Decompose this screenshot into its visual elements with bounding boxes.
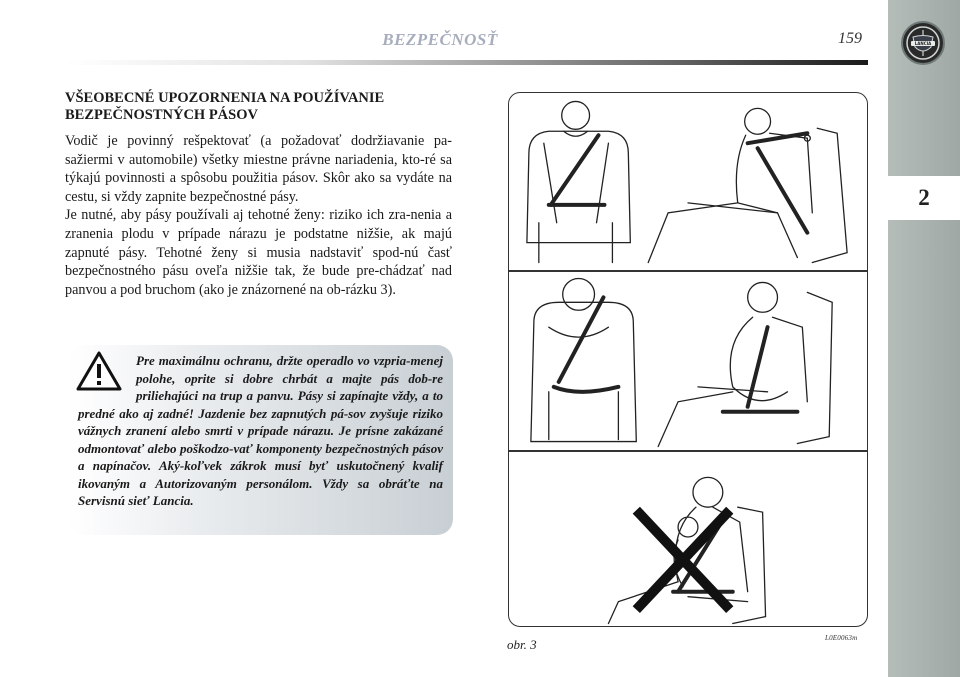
pregnant-woman-illustration	[509, 272, 867, 450]
lancia-logo-icon	[901, 21, 945, 65]
body-text	[65, 132, 452, 299]
logo-text: LANCIA	[914, 41, 932, 46]
figure-panel-child	[509, 452, 867, 627]
prohibited-cross-icon	[636, 510, 729, 609]
running-header-title: BEZPEČNOSŤ	[382, 30, 498, 49]
figure-code: L0E0063m	[825, 634, 858, 642]
section-heading	[65, 90, 455, 124]
warning-text-container	[68, 352, 443, 510]
figure-panel-pregnant	[509, 272, 867, 450]
section-heading-line1: VŠEOBECNÉ UPOZORNENIA NA POUŽÍVANIE	[65, 90, 385, 106]
paragraph-1: Vodič je povinný rešpektovať (a požadovať dodržiavanie pa-sažiermi v automobile) všetky miestne právne nariadenia, kto-ré sa týkajú povinnosti a spôsobu použitia pásov. Skôr ako sa vydáte na cestu, si vždy zapnite bezpečnostné pásy.	[65, 133, 452, 205]
header-rule	[65, 60, 868, 65]
figure-panel-adults	[509, 93, 867, 270]
warning-triangle-icon	[76, 351, 122, 391]
figure-caption: obr. 3	[507, 637, 537, 652]
child-on-lap-prohibited-illustration	[509, 452, 867, 627]
paragraph-2: Je nutné, aby pásy používali aj tehotné ženy: riziko ich zra-nenia a zranenia plodu v prípade nárazu je podstatne nižšie, ak majú zapnuté pásy. Tehotné ženy si musia nadstaviť spod-nú časť bezpečnostného pásu oveľa nižšie tak, že bude pre-chádzať nad panvou a pod bruchom (ako je znázornené na ob-rázku 3).	[65, 207, 452, 298]
chapter-tab: 2	[888, 176, 960, 220]
warning-text: Pre maximálnu ochranu, držte operadlo vo vzpria-menej polohe, oprite si dobre chrbát a majte pás dob-re priliehajúci na trup a panvu. Pásy si zapínajte vždy, a to predné ako aj zadné! Jazdenie bez zapnutých pá-sov zvyšuje riziko vážnych zranení alebo smrti v prípade nárazu. Je prísne zakázané odmontovať alebo poškodzo-vať komponenty bezpečnostných pásov a napínačov. Aký-koľvek zákrok musí byť uskutočnený kvalif ikovaným a Autorizovaným personálom. Vždy sa obráťte na Servisnú sieť Lancia.	[78, 353, 443, 508]
section-heading-line2: BEZPEČNOSTNÝCH PÁSOV	[65, 107, 258, 123]
lancia-shield-icon	[905, 25, 941, 61]
chapter-rail	[888, 0, 960, 677]
page-number: 159	[838, 30, 862, 47]
seated-adults-illustration	[509, 93, 867, 270]
figure-illustration	[508, 92, 868, 627]
